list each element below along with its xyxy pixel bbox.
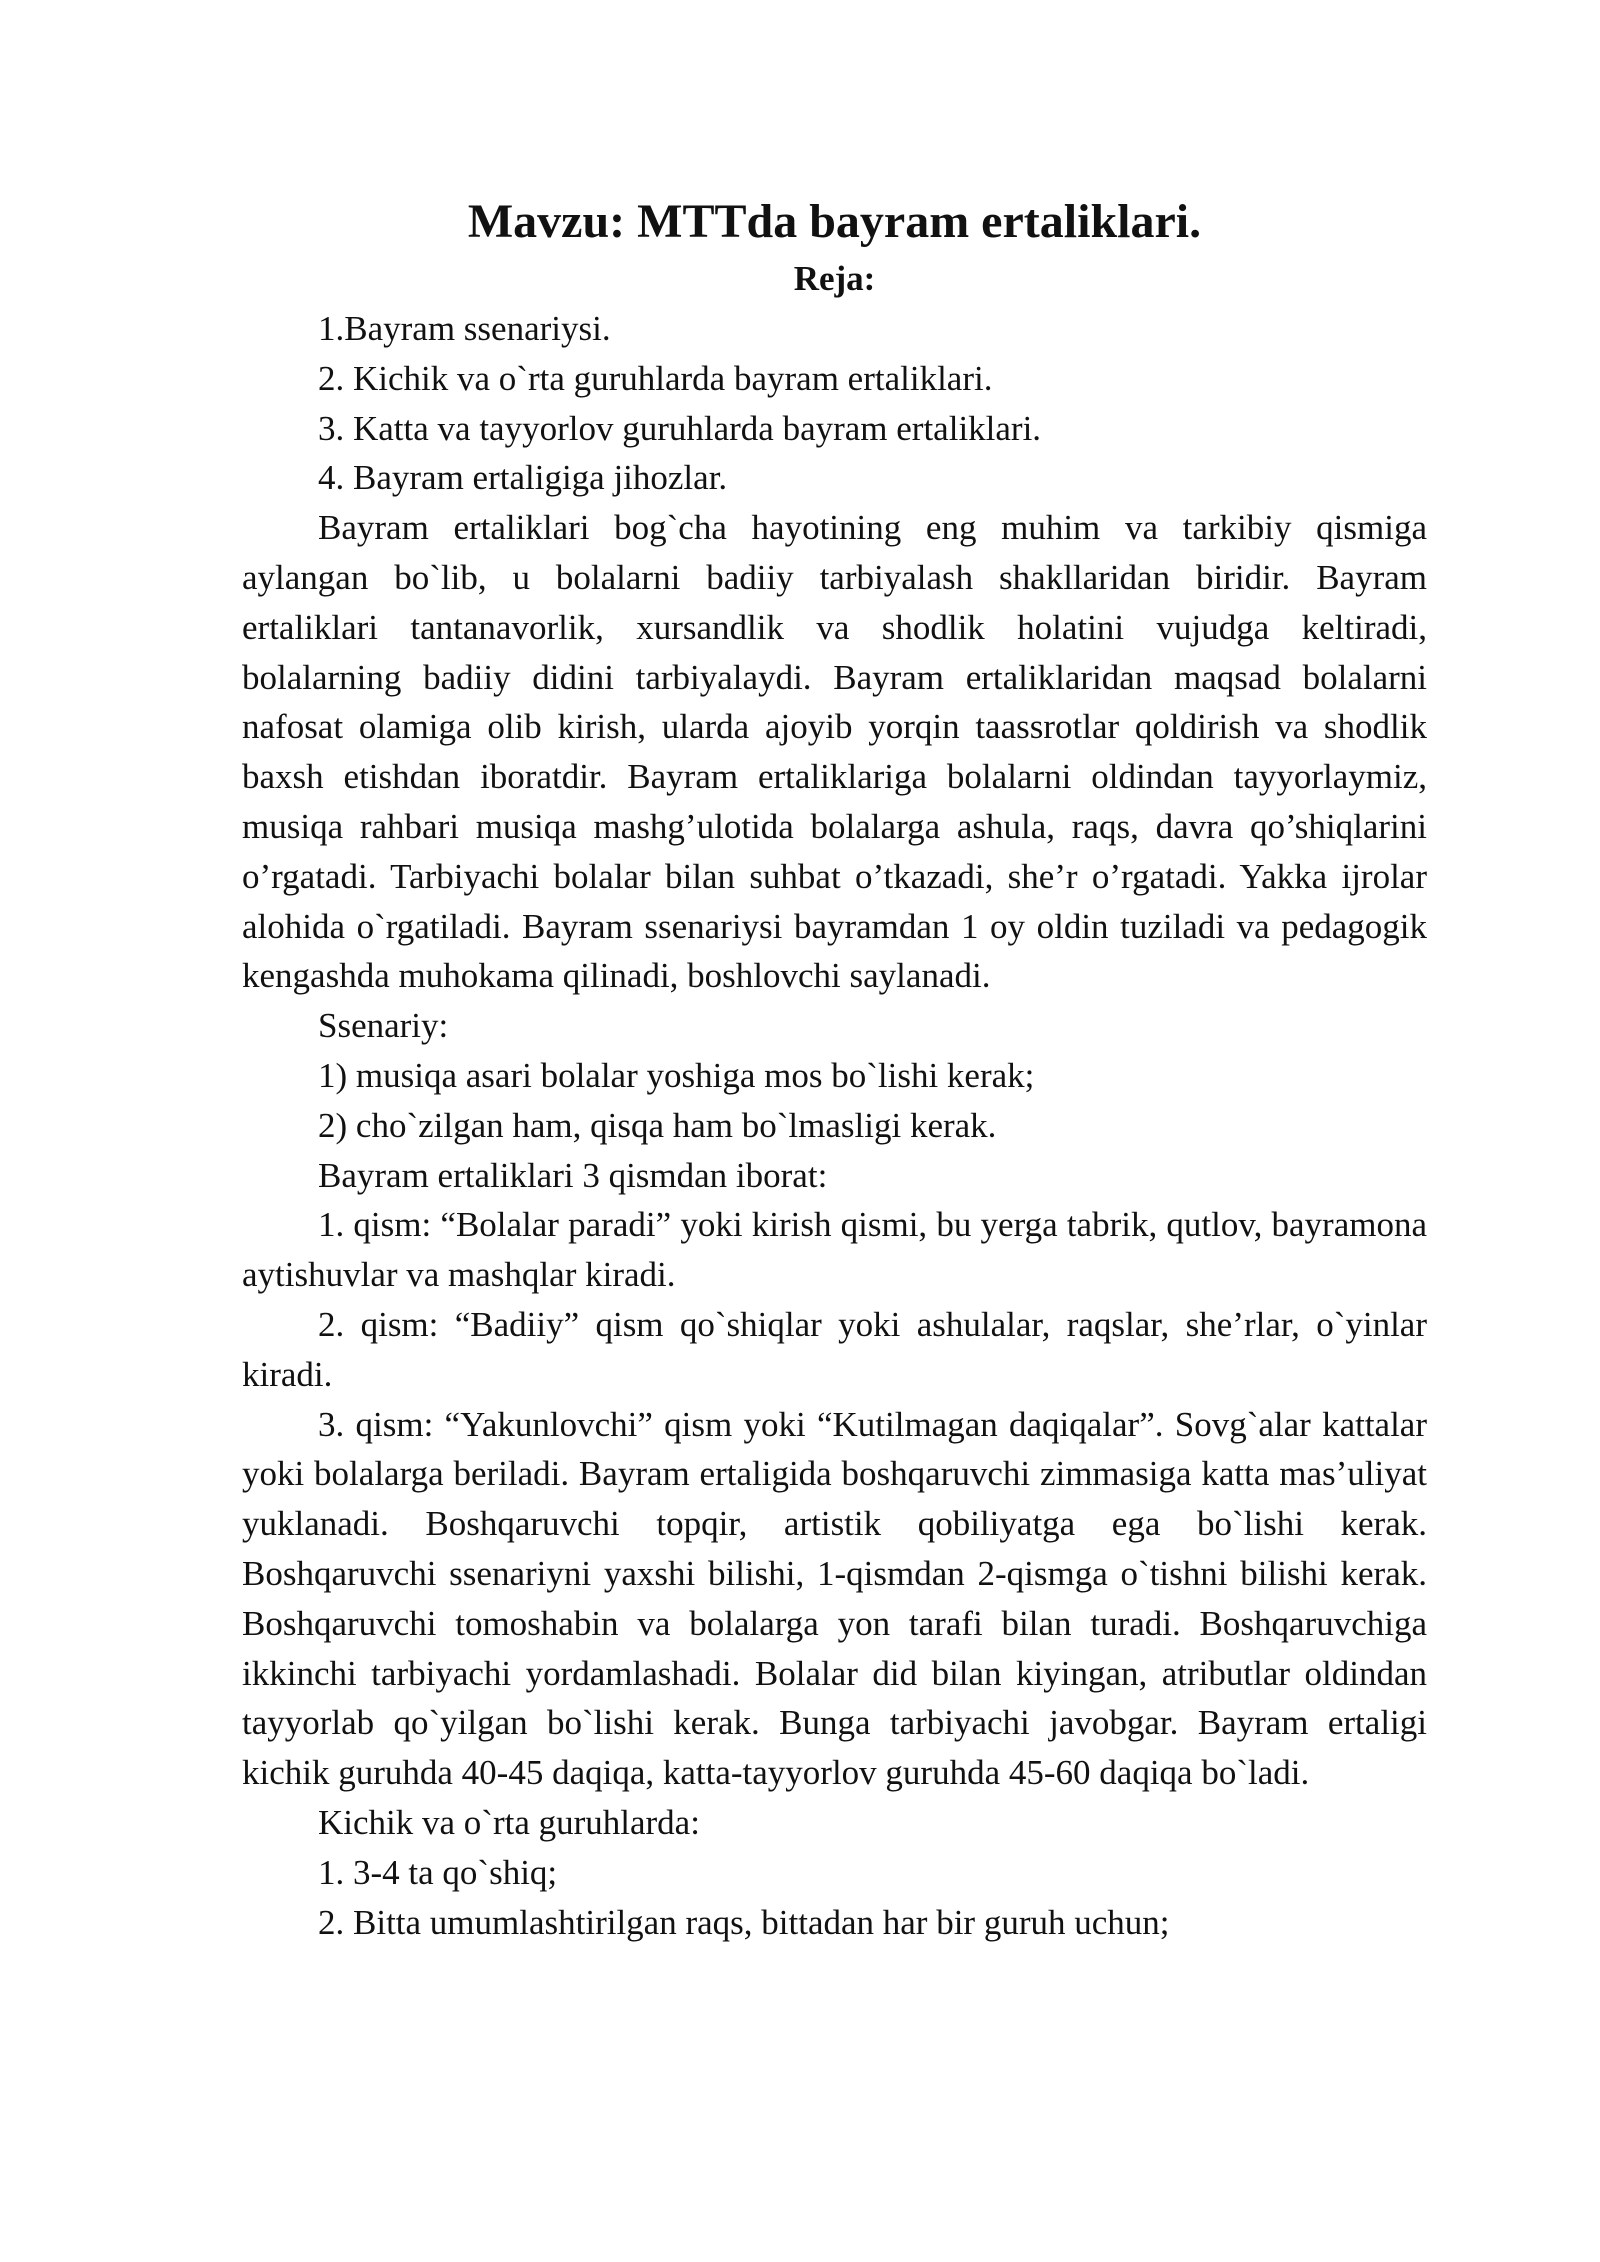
plan-item: 1.Bayram ssenariysi.	[318, 309, 611, 348]
body-paragraph: 1. 3-4 ta qo`shiq;	[318, 1852, 558, 1892]
body-paragraph: Ssenariy:	[318, 1006, 449, 1046]
body-paragraph: 1. qism: “Bolalar paradi” yoki kirish qismi, bu yerga tabrik, qutlov, bayramona aytishuvlar va mashqlar kiradi.	[242, 1205, 1427, 1295]
body-paragraph: Bayram ertaliklari 3 qismdan iborat:	[318, 1155, 828, 1195]
body-paragraph: 3. qism: “Yakunlovchi” qism yoki “Kutilmagan daqiqalar”. Sovg`alar kattalar yoki bolalarga beriladi. Bayram ertaligida boshqaruvchi zimmasiga katta mas’uliyat yuklanadi. Boshqaruvchi topqir, artistik qobiliyatga ega bo`lishi kerak. Boshqaruvchi ssenariyni yaxshi bilishi, 1-qismdan 2-qismga o`tishni bilishi kerak. Boshqaruvchi tomoshabin va bolalarga yon tarafi bilan turadi. Boshqaruvchiga ikkinchi tarbiyachi yordamlashadi. Bolalar did bilan kiyingan, atributlar oldindan tayyorlab qo`yilgan bo`lishi kerak. Bunga tarbiyachi javobgar. Bayram ertaligi kichik guruhda 40-45 daqiqa, katta-tayyorlov guruhda 45-60 daqiqa bo`ladi.	[242, 1404, 1427, 1793]
plan-list	[242, 304, 1427, 503]
plan-item: 2. Kichik va o`rta guruhlarda bayram ertaliklari.	[318, 358, 993, 398]
document-body	[242, 503, 1427, 1947]
document-page	[242, 190, 1427, 1947]
body-paragraph: Kichik va o`rta guruhlarda:	[318, 1802, 700, 1842]
body-paragraph: Bayram ertaliklari bog`cha hayotining eng muhim va tarkibiy qismiga aylangan bo`lib, u bolalarni badiiy tarbiyalash shakllaridan biridir. Bayram ertaliklari tantanavorlik, xursandlik va shodlik holatini vujudga keltiradi, bolalarning badiiy didini tarbiyalaydi. Bayram ertaliklaridan maqsad bolalarni nafosat olamiga olib kirish, ularda ajoyib yorqin taassrotlar qoldirish va shodlik baxsh etishdan iboratdir. Bayram ertaliklariga bolalarni oldindan tayyorlaymiz, musiqa rahbari musiqa mashg’ulotida bolalarga ashula, raqs, davra qo’shiqlarini o’rgatadi. Tarbiyachi bolalar bilan suhbat o’tkazadi, she’r o’rgatadi. Yakka ijrolar alohida o`rgatiladi. Bayram ssenariysi bayramdan 1 oy oldin tuziladi va pedagogik kengashda muhokama qilinadi, boshlovchi saylanadi.	[242, 508, 1427, 996]
plan-item: 3. Katta va tayyorlov guruhlarda bayram ertaliklari.	[318, 408, 1042, 448]
body-paragraph: 1) musiqa asari bolalar yoshiga mos bo`lishi kerak;	[318, 1055, 1035, 1095]
document-title: Mavzu: MTTda bayram ertaliklari.	[467, 195, 1202, 248]
body-paragraph: 2. Bitta umumlashtirilgan raqs, bittadan har bir guruh uchun;	[318, 1902, 1170, 1942]
body-paragraph: 2) cho`zilgan ham, qisqa ham bo`lmasligi kerak.	[318, 1105, 997, 1145]
plan-item: 4. Bayram ertaligiga jihozlar.	[318, 458, 728, 498]
plan-title: Reja:	[793, 259, 876, 298]
body-paragraph: 2. qism: “Badiiy” qism qo`shiqlar yoki ashulalar, raqslar, she’rlar, o`yinlar kiradi.	[242, 1304, 1427, 1394]
